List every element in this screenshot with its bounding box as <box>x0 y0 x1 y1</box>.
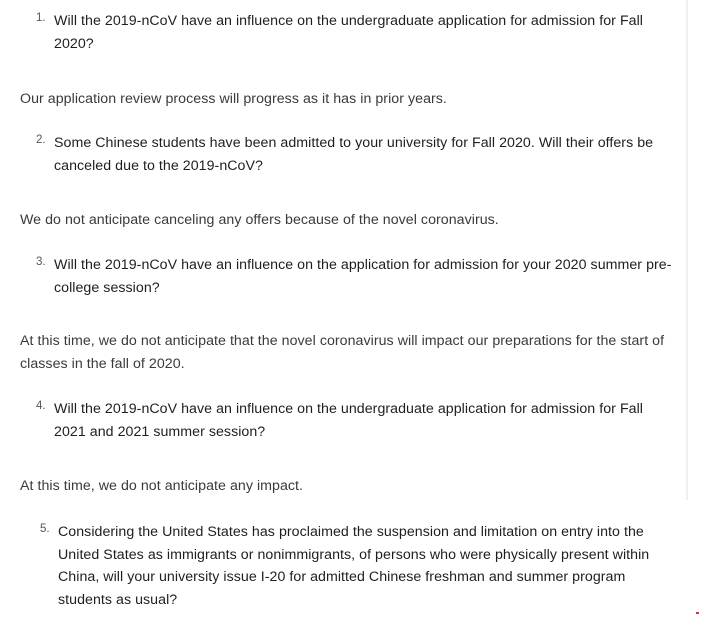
question-text: Considering the United States has proclaimed the suspension and limitation on entry into the United States as immigrants or nonimmigrants, of persons who were physically present within China, will your university issue I-20 for admitted Chinese freshman and summer program students as usual? <box>58 524 650 608</box>
faq-answer-3: At this time, we do not anticipate that the novel coronavirus will impact our preparations for the start of classes in the fall of 2020. <box>20 333 665 372</box>
faq-question-2 <box>36 132 666 177</box>
question-number: 5. <box>40 523 50 535</box>
faq-answer-2: We do not anticipate canceling any offers because of the novel coronavirus. <box>20 212 499 228</box>
question-text: Will the 2019-nCoV have an influence on the undergraduate application for admission for Fall 2021 and 2021 summer session? <box>54 401 644 440</box>
faq-question-5 <box>40 521 665 611</box>
question-text: Some Chinese students have been admitted to your university for Fall 2020. Will their offers be canceled due to the 2019-nCoV? <box>54 135 654 174</box>
question-number: 3. <box>36 256 46 268</box>
question-text: Will the 2019-nCoV have an influence on the application for admission for your 2020 summer pre-college session? <box>54 257 672 296</box>
faq-question-1 <box>36 10 656 55</box>
faq-question-4 <box>36 398 656 443</box>
question-number: 1. <box>36 12 46 24</box>
question-number: 4. <box>36 400 46 412</box>
corner-mark <box>696 612 699 614</box>
faq-answer-1: Our application review process will progress as it has in prior years. <box>20 91 447 107</box>
question-text: Will the 2019-nCoV have an influence on the undergraduate application for admission for Fall 2020? <box>54 13 644 52</box>
page-edge-divider <box>686 0 688 500</box>
faq-question-3 <box>36 254 681 299</box>
question-number: 2. <box>36 134 46 146</box>
faq-answer-4: At this time, we do not anticipate any impact. <box>20 478 304 494</box>
